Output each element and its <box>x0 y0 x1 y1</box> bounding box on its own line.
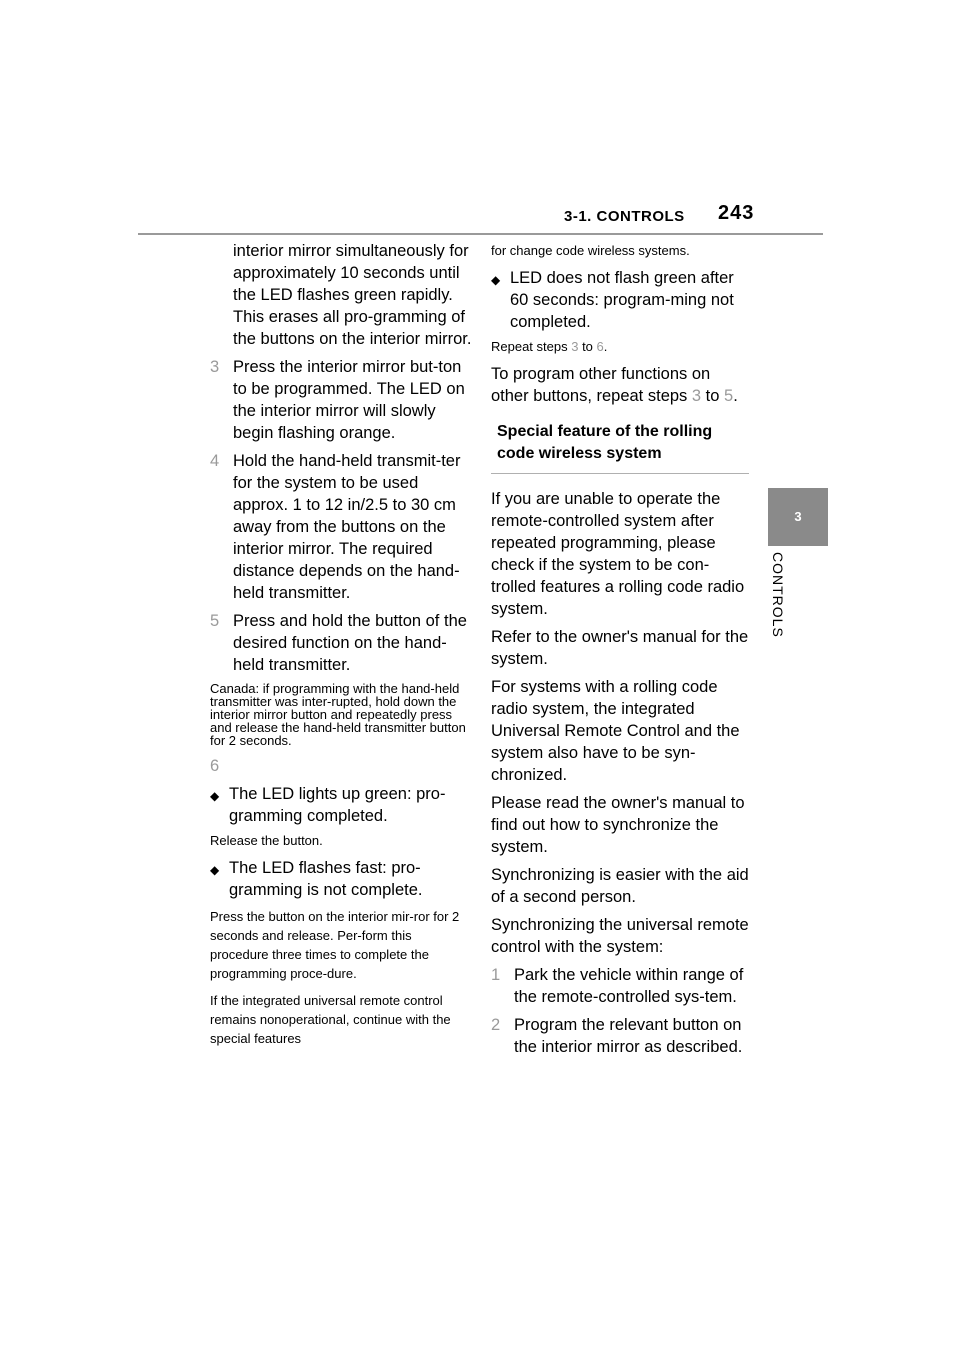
bullet-programming-incomplete <box>210 857 472 901</box>
bullet-icon: ◆ <box>210 863 220 877</box>
paragraph: Refer to the owner's manual for the system. <box>491 628 749 668</box>
bullet-icon: ◆ <box>491 273 501 287</box>
step-text: Park the vehicle within range of the remote-controlled sys-tem. <box>514 966 744 1006</box>
step-text: Program the relevant button on the interior mirror as described. <box>514 1016 743 1056</box>
left-column <box>210 240 472 1056</box>
paragraph: If you are unable to operate the remote-controlled system after repeated programming, please check if the system to be con-trolled features a rolling code radio system. <box>491 490 745 618</box>
section-heading: Special feature of the rolling code wireless system <box>491 415 749 474</box>
sync-step-2 <box>491 1014 749 1058</box>
header-divider <box>138 233 823 235</box>
bullet-programming-completed <box>210 783 472 827</box>
bullet-text: LED does not flash green after 60 seconds: program-ming not completed. <box>510 269 734 331</box>
bullet-icon: ◆ <box>210 789 220 803</box>
other-buttons-paragraph: To program other functions on other buttons, repeat steps 3 to 5. <box>491 365 738 405</box>
bullet-led-not-flashing <box>491 267 749 333</box>
canada-note: Canada: if programming with the hand-held transmitter was inter-rupted, hold down the interior mirror button and repeatedly press and release the hand-held transmitter button for 2 seconds. <box>210 681 466 748</box>
right-column <box>491 240 749 1064</box>
paragraph: Synchronizing is easier with the aid of a second person. <box>491 866 749 906</box>
step-number: 5 <box>210 612 220 630</box>
paragraph: Synchronizing the universal remote control with the system: <box>491 916 749 956</box>
step-ref: 6 <box>596 339 604 354</box>
step-3 <box>210 356 472 444</box>
bullet-text: The LED flashes fast: pro-gramming is not complete. <box>229 859 423 899</box>
step-ref: 5 <box>724 387 734 405</box>
step-text: Hold the hand-held transmit-ter for the system to be used approx. 1 to 12 in/2.5 to 30 cm away from the buttons on the interior mirror. The required distance depends on the hand-held transmitter. <box>233 452 461 602</box>
chapter-tab-label: CONTROLS <box>770 552 786 638</box>
step-text: Press the interior mirror but-ton to be programmed. The LED on the interior mirror will slowly begin flashing orange. <box>233 358 465 442</box>
release-note: Release the button. <box>210 833 323 848</box>
bullet-text: The LED lights up green: pro-gramming completed. <box>229 785 446 825</box>
press-note: Press the button on the interior mir-ror for 2 seconds and release. Per-form this procedure three times to complete the programming proce-dure. <box>210 909 460 981</box>
step-number: 4 <box>210 452 220 470</box>
section-title: 3-1. CONTROLS <box>564 208 685 225</box>
step-number: 1 <box>491 966 501 984</box>
step-text: Press and hold the button of the desired function on the hand-held transmitter. <box>233 612 467 674</box>
paragraph: For systems with a rolling code radio system, the integrated Universal Remote Control and the system also have to be syn-chronized. <box>491 678 740 784</box>
paragraph: Please read the owner's manual to find out how to synchronize the system. <box>491 794 745 856</box>
step-ref: 3 <box>691 387 702 405</box>
nonoperational-note: If the integrated universal remote control remains nonoperational, continue with the special features <box>210 993 451 1046</box>
step-ref: 3 <box>571 339 579 354</box>
sync-step-1 <box>491 964 749 1008</box>
intro-continuation: interior mirror simultaneously for approximately 10 seconds until the LED flashes green rapidly. This erases all pro-gramming of the buttons on the interior mirror. <box>233 242 472 348</box>
repeat-steps-note: Repeat steps 3 to 6. <box>491 339 608 354</box>
continuation-note: for change code wireless systems. <box>491 243 690 258</box>
step-number: 3 <box>210 358 220 376</box>
chapter-tab-number: 3 <box>768 488 828 546</box>
step-6 <box>210 755 472 777</box>
step-number: 2 <box>491 1016 501 1034</box>
step-number: 6 <box>210 757 220 775</box>
page-number: 243 <box>718 202 755 224</box>
step-5 <box>210 610 472 676</box>
step-4 <box>210 450 472 604</box>
